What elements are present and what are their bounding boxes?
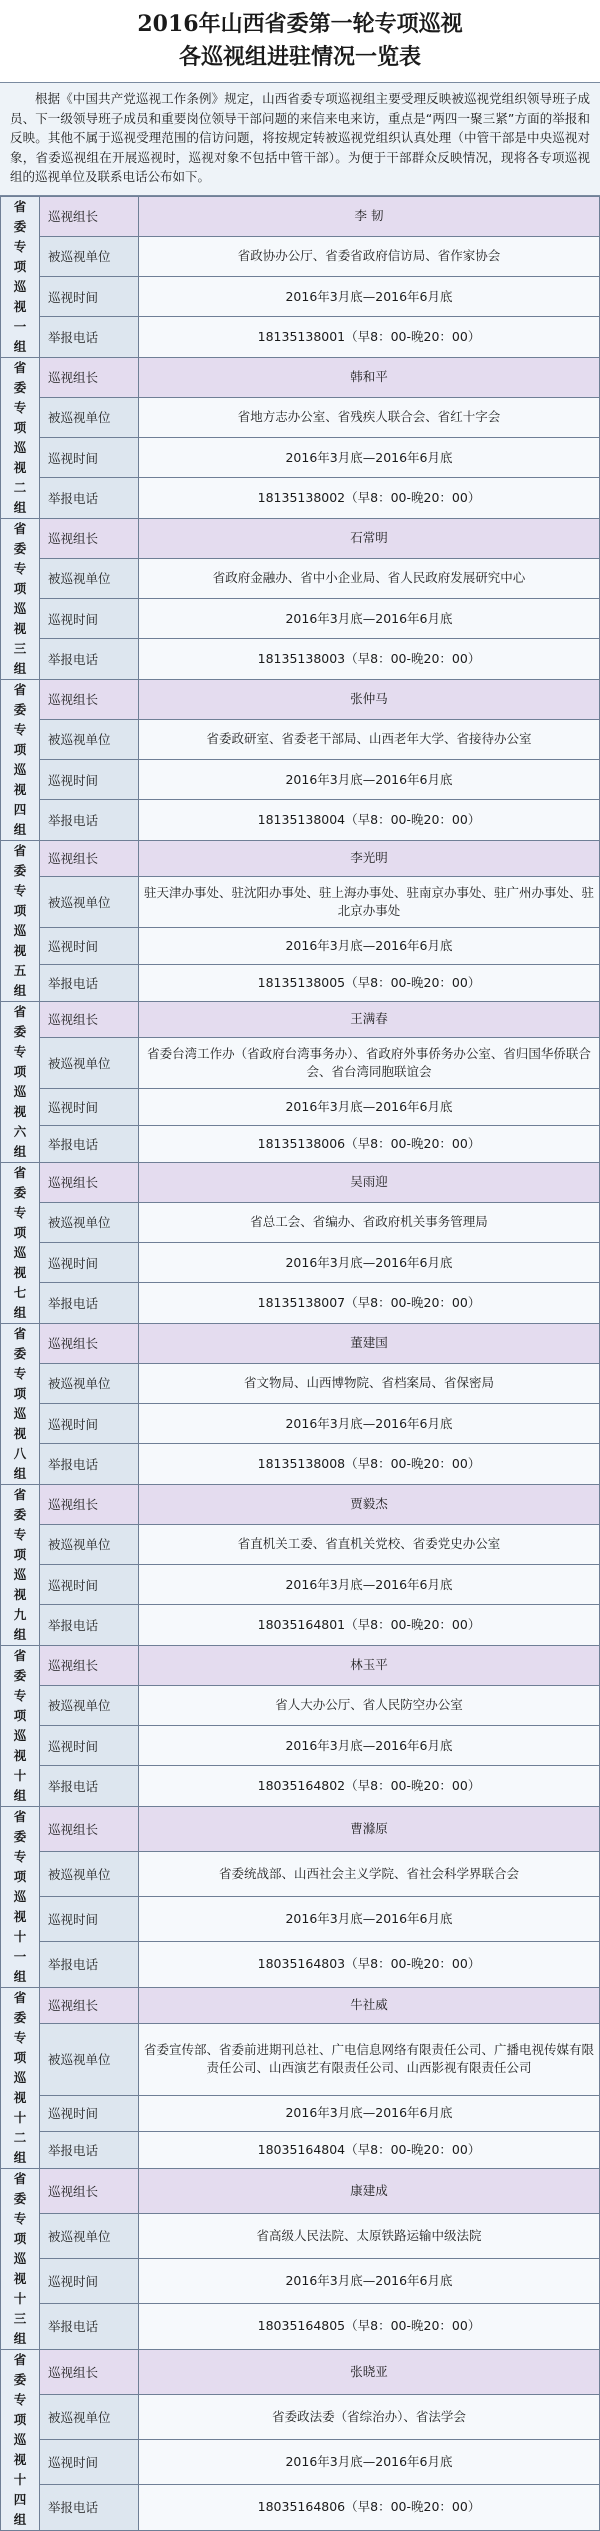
- row-value-leader: 林玉平: [139, 1645, 600, 1685]
- row-label-leader: 巡视组长: [40, 196, 139, 236]
- row-value-unit: 省人大办公厅、省人民防空办公室: [139, 1685, 600, 1725]
- group-row-time: [1, 599, 600, 639]
- group-row-leader: [1, 196, 600, 236]
- group-row-leader: [1, 840, 600, 877]
- group-name-cell: [1, 518, 40, 679]
- group-name-cell: [1, 2349, 40, 2530]
- group-row-unit: [1, 2213, 600, 2258]
- group-row-phone: [1, 1444, 600, 1484]
- row-value-time: 2016年3月底—2016年6月底: [139, 928, 600, 965]
- row-label-phone: 举报电话: [40, 800, 139, 840]
- row-label-leader: 巡视组长: [40, 1162, 139, 1202]
- row-value-phone: 18035164804（早8：00-晚20：00）: [139, 2132, 600, 2168]
- row-label-unit: 被巡视单位: [40, 2213, 139, 2258]
- row-value-time: 2016年3月底—2016年6月底: [139, 1726, 600, 1766]
- row-label-unit: 被巡视单位: [40, 719, 139, 759]
- row-value-phone: 18035164802（早8：00-晚20：00）: [139, 1766, 600, 1806]
- group-row-time: [1, 1726, 600, 1766]
- intro-paragraph: 根据《中国共产党巡视工作条例》规定，山西省委专项巡视组主要受理反映被巡视党组织领导班子成员、下一级领导班子成员和重要岗位领导干部问题的来信来电来访，重点是“两四一聚三紧”方面的举报和反映。其他不属于巡视受理范围的信访问题，将按规定转被巡视党组织认真处理（中管干部是中央巡视对象，省委巡视组在开展巡视时，巡视对象不包括中管干部）。为便于干部群众反映情况，现将各专项巡视组的巡视单位及联系电话公布如下。: [0, 83, 600, 196]
- group-row-time: [1, 1565, 600, 1605]
- row-label-unit: 被巡视单位: [40, 558, 139, 598]
- group-name: 省委专项巡视十二组: [13, 1989, 27, 2165]
- group-row-phone: [1, 964, 600, 1001]
- row-value-time: 2016年3月底—2016年6月底: [139, 1243, 600, 1283]
- group-row-phone: [1, 2485, 600, 2530]
- group-name: 省委专项巡视十四组: [13, 2351, 27, 2527]
- row-label-time: 巡视时间: [40, 2259, 139, 2304]
- row-value-time: 2016年3月底—2016年6月底: [139, 2259, 600, 2304]
- group-row-phone: [1, 1283, 600, 1323]
- group-name-cell: [1, 1987, 40, 2168]
- row-value-unit: 省直机关工委、省直机关党校、省委党史办公室: [139, 1524, 600, 1564]
- group-name: 省委专项巡视一组: [13, 198, 27, 354]
- group-row-unit: [1, 397, 600, 437]
- row-value-unit: 省委宣传部、省委前进期刊总社、广电信息网络有限责任公司、广播电视传媒有限责任公司、山西演艺有限责任公司、山西影视有限责任公司: [139, 2023, 600, 2095]
- group-row-leader: [1, 1484, 600, 1524]
- row-label-leader: 巡视组长: [40, 679, 139, 719]
- row-label-time: 巡视时间: [40, 1089, 139, 1126]
- row-label-unit: 被巡视单位: [40, 1202, 139, 1242]
- group-row-unit: [1, 2023, 600, 2095]
- row-value-leader: 张晓亚: [139, 2349, 600, 2394]
- group-row-phone: [1, 2304, 600, 2349]
- row-value-leader: 董建国: [139, 1323, 600, 1363]
- group-name: 省委专项巡视八组: [13, 1325, 27, 1481]
- row-label-time: 巡视时间: [40, 760, 139, 800]
- group-row-unit: [1, 1202, 600, 1242]
- row-value-time: 2016年3月底—2016年6月底: [139, 277, 600, 317]
- row-label-time: 巡视时间: [40, 1243, 139, 1283]
- row-label-phone: 举报电话: [40, 1766, 139, 1806]
- row-label-unit: 被巡视单位: [40, 1038, 139, 1089]
- row-label-phone: 举报电话: [40, 1605, 139, 1645]
- group-row-leader: [1, 1162, 600, 1202]
- group-row-time: [1, 1404, 600, 1444]
- group-row-phone: [1, 1125, 600, 1162]
- group-row-phone: [1, 800, 600, 840]
- row-value-leader: 石常明: [139, 518, 600, 558]
- row-value-phone: 18135138001（早8：00-晚20：00）: [139, 317, 600, 357]
- group-name-cell: [1, 1162, 40, 1323]
- row-value-leader: 李光明: [139, 840, 600, 877]
- row-value-unit: 省委统战部、山西社会主义学院、省社会科学界联合会: [139, 1851, 600, 1896]
- row-label-time: 巡视时间: [40, 1404, 139, 1444]
- row-label-unit: 被巡视单位: [40, 1363, 139, 1403]
- group-row-leader: [1, 2349, 600, 2394]
- group-row-phone: [1, 478, 600, 518]
- row-value-time: 2016年3月底—2016年6月底: [139, 438, 600, 478]
- group-row-unit: [1, 719, 600, 759]
- row-label-leader: 巡视组长: [40, 840, 139, 877]
- row-value-leader: 贾毅杰: [139, 1484, 600, 1524]
- row-label-leader: 巡视组长: [40, 1484, 139, 1524]
- group-row-unit: [1, 1685, 600, 1725]
- group-row-time: [1, 438, 600, 478]
- row-label-time: 巡视时间: [40, 277, 139, 317]
- group-row-leader: [1, 1806, 600, 1851]
- group-row-time: [1, 1089, 600, 1126]
- row-label-leader: 巡视组长: [40, 1987, 139, 2023]
- group-row-time: [1, 1243, 600, 1283]
- row-label-leader: 巡视组长: [40, 1323, 139, 1363]
- row-label-unit: 被巡视单位: [40, 2023, 139, 2095]
- row-value-phone: 18135138002（早8：00-晚20：00）: [139, 478, 600, 518]
- row-value-unit: 省文物局、山西博物院、省档案局、省保密局: [139, 1363, 600, 1403]
- row-label-leader: 巡视组长: [40, 518, 139, 558]
- group-name-cell: [1, 1645, 40, 1806]
- row-label-leader: 巡视组长: [40, 2168, 139, 2213]
- group-row-unit: [1, 2394, 600, 2439]
- row-label-unit: 被巡视单位: [40, 2394, 139, 2439]
- group-name: 省委专项巡视五组: [13, 842, 27, 998]
- group-name: 省委专项巡视十一组: [13, 1808, 27, 1984]
- group-name-cell: [1, 1484, 40, 1645]
- row-value-phone: 18135138005（早8：00-晚20：00）: [139, 964, 600, 1001]
- row-value-leader: 韩和平: [139, 357, 600, 397]
- row-value-phone: 18135138006（早8：00-晚20：00）: [139, 1125, 600, 1162]
- row-value-time: 2016年3月底—2016年6月底: [139, 760, 600, 800]
- group-name-cell: [1, 1806, 40, 1987]
- row-label-time: 巡视时间: [40, 2440, 139, 2485]
- row-value-phone: 18135138003（早8：00-晚20：00）: [139, 639, 600, 679]
- row-label-time: 巡视时间: [40, 1897, 139, 1942]
- group-row-leader: [1, 357, 600, 397]
- group-row-time: [1, 1897, 600, 1942]
- group-row-leader: [1, 1987, 600, 2023]
- group-row-time: [1, 760, 600, 800]
- group-name: 省委专项巡视二组: [13, 359, 27, 515]
- row-value-time: 2016年3月底—2016年6月底: [139, 2095, 600, 2131]
- row-label-phone: 举报电话: [40, 1942, 139, 1987]
- row-value-unit: 省委政研室、省委老干部局、山西老年大学、省接待办公室: [139, 719, 600, 759]
- row-value-unit: 省政府金融办、省中小企业局、省人民政府发展研究中心: [139, 558, 600, 598]
- group-row-leader: [1, 2168, 600, 2213]
- group-row-leader: [1, 679, 600, 719]
- row-value-phone: 18135138008（早8：00-晚20：00）: [139, 1444, 600, 1484]
- group-name: 省委专项巡视七组: [13, 1164, 27, 1320]
- row-label-phone: 举报电话: [40, 2485, 139, 2530]
- group-row-time: [1, 2440, 600, 2485]
- row-label-unit: 被巡视单位: [40, 1851, 139, 1896]
- group-row-unit: [1, 1524, 600, 1564]
- row-value-phone: 18035164803（早8：00-晚20：00）: [139, 1942, 600, 1987]
- row-value-unit: 省地方志办公室、省残疾人联合会、省红十字会: [139, 397, 600, 437]
- group-name-cell: [1, 679, 40, 840]
- row-label-phone: 举报电话: [40, 478, 139, 518]
- row-value-unit: 省高级人民法院、太原铁路运输中级法院: [139, 2213, 600, 2258]
- row-value-phone: 18035164805（早8：00-晚20：00）: [139, 2304, 600, 2349]
- group-row-unit: [1, 236, 600, 276]
- group-name: 省委专项巡视四组: [13, 681, 27, 837]
- row-value-leader: 王满春: [139, 1001, 600, 1038]
- group-row-time: [1, 2259, 600, 2304]
- group-name-cell: [1, 196, 40, 357]
- row-value-leader: 曹滌原: [139, 1806, 600, 1851]
- row-value-unit: 省委政法委（省综治办）、省法学会: [139, 2394, 600, 2439]
- group-row-leader: [1, 518, 600, 558]
- group-row-leader: [1, 1001, 600, 1038]
- row-label-phone: 举报电话: [40, 1125, 139, 1162]
- row-label-phone: 举报电话: [40, 2132, 139, 2168]
- group-name: 省委专项巡视三组: [13, 520, 27, 676]
- row-label-leader: 巡视组长: [40, 1645, 139, 1685]
- row-label-leader: 巡视组长: [40, 1806, 139, 1851]
- row-value-time: 2016年3月底—2016年6月底: [139, 1089, 600, 1126]
- title-line-2: 各巡视组进驻情况一览表: [178, 44, 421, 70]
- group-row-unit: [1, 1363, 600, 1403]
- row-label-phone: 举报电话: [40, 1283, 139, 1323]
- group-row-phone: [1, 1605, 600, 1645]
- group-row-leader: [1, 1645, 600, 1685]
- row-label-time: 巡视时间: [40, 1565, 139, 1605]
- row-value-leader: 吴雨迎: [139, 1162, 600, 1202]
- row-value-phone: 18135138007（早8：00-晚20：00）: [139, 1283, 600, 1323]
- row-value-phone: 18035164801（早8：00-晚20：00）: [139, 1605, 600, 1645]
- group-name-cell: [1, 840, 40, 1001]
- row-value-time: 2016年3月底—2016年6月底: [139, 1404, 600, 1444]
- group-row-unit: [1, 877, 600, 928]
- row-value-unit: 驻天津办事处、驻沈阳办事处、驻上海办事处、驻南京办事处、驻广州办事处、驻北京办事处: [139, 877, 600, 928]
- group-row-phone: [1, 1942, 600, 1987]
- row-value-leader: 张仲马: [139, 679, 600, 719]
- row-label-unit: 被巡视单位: [40, 236, 139, 276]
- group-row-phone: [1, 639, 600, 679]
- row-value-phone: 18035164806（早8：00-晚20：00）: [139, 2485, 600, 2530]
- row-label-time: 巡视时间: [40, 2095, 139, 2131]
- inspection-groups-table: [0, 196, 600, 2531]
- row-value-unit: 省政协办公厅、省委省政府信访局、省作家协会: [139, 236, 600, 276]
- row-value-time: 2016年3月底—2016年6月底: [139, 2440, 600, 2485]
- group-name: 省委专项巡视十三组: [13, 2170, 27, 2346]
- group-name-cell: [1, 2168, 40, 2349]
- group-row-phone: [1, 317, 600, 357]
- row-label-unit: 被巡视单位: [40, 1685, 139, 1725]
- row-value-unit: 省总工会、省编办、省政府机关事务管理局: [139, 1202, 600, 1242]
- group-row-unit: [1, 1851, 600, 1896]
- row-value-phone: 18135138004（早8：00-晚20：00）: [139, 800, 600, 840]
- title-line-1: 2016年山西省委第一轮专项巡视: [137, 11, 463, 37]
- group-row-time: [1, 2095, 600, 2131]
- group-row-time: [1, 928, 600, 965]
- document-title: [0, 0, 600, 83]
- row-value-unit: 省委台湾工作办（省政府台湾事务办）、省政府外事侨务办公室、省归国华侨联合会、省台湾同胞联谊会: [139, 1038, 600, 1089]
- row-label-leader: 巡视组长: [40, 357, 139, 397]
- group-name-cell: [1, 357, 40, 518]
- row-label-unit: 被巡视单位: [40, 1524, 139, 1564]
- row-value-leader: 牛社威: [139, 1987, 600, 2023]
- row-label-time: 巡视时间: [40, 928, 139, 965]
- row-label-phone: 举报电话: [40, 1444, 139, 1484]
- group-name: 省委专项巡视六组: [13, 1003, 27, 1159]
- row-value-leader: 康建成: [139, 2168, 600, 2213]
- row-label-unit: 被巡视单位: [40, 397, 139, 437]
- row-value-leader: 李 韧: [139, 196, 600, 236]
- group-name: 省委专项巡视十组: [13, 1647, 27, 1803]
- group-row-phone: [1, 1766, 600, 1806]
- row-label-phone: 举报电话: [40, 964, 139, 1001]
- row-value-time: 2016年3月底—2016年6月底: [139, 1897, 600, 1942]
- row-label-time: 巡视时间: [40, 438, 139, 478]
- group-name-cell: [1, 1323, 40, 1484]
- row-label-leader: 巡视组长: [40, 1001, 139, 1038]
- group-name: 省委专项巡视九组: [13, 1486, 27, 1642]
- group-row-leader: [1, 1323, 600, 1363]
- group-row-unit: [1, 1038, 600, 1089]
- row-label-phone: 举报电话: [40, 317, 139, 357]
- row-label-unit: 被巡视单位: [40, 877, 139, 928]
- group-row-time: [1, 277, 600, 317]
- group-name-cell: [1, 1001, 40, 1162]
- group-row-unit: [1, 558, 600, 598]
- group-row-phone: [1, 2132, 600, 2168]
- row-label-phone: 举报电话: [40, 2304, 139, 2349]
- row-label-time: 巡视时间: [40, 599, 139, 639]
- row-value-time: 2016年3月底—2016年6月底: [139, 1565, 600, 1605]
- row-value-time: 2016年3月底—2016年6月底: [139, 599, 600, 639]
- row-label-phone: 举报电话: [40, 639, 139, 679]
- row-label-time: 巡视时间: [40, 1726, 139, 1766]
- row-label-leader: 巡视组长: [40, 2349, 139, 2394]
